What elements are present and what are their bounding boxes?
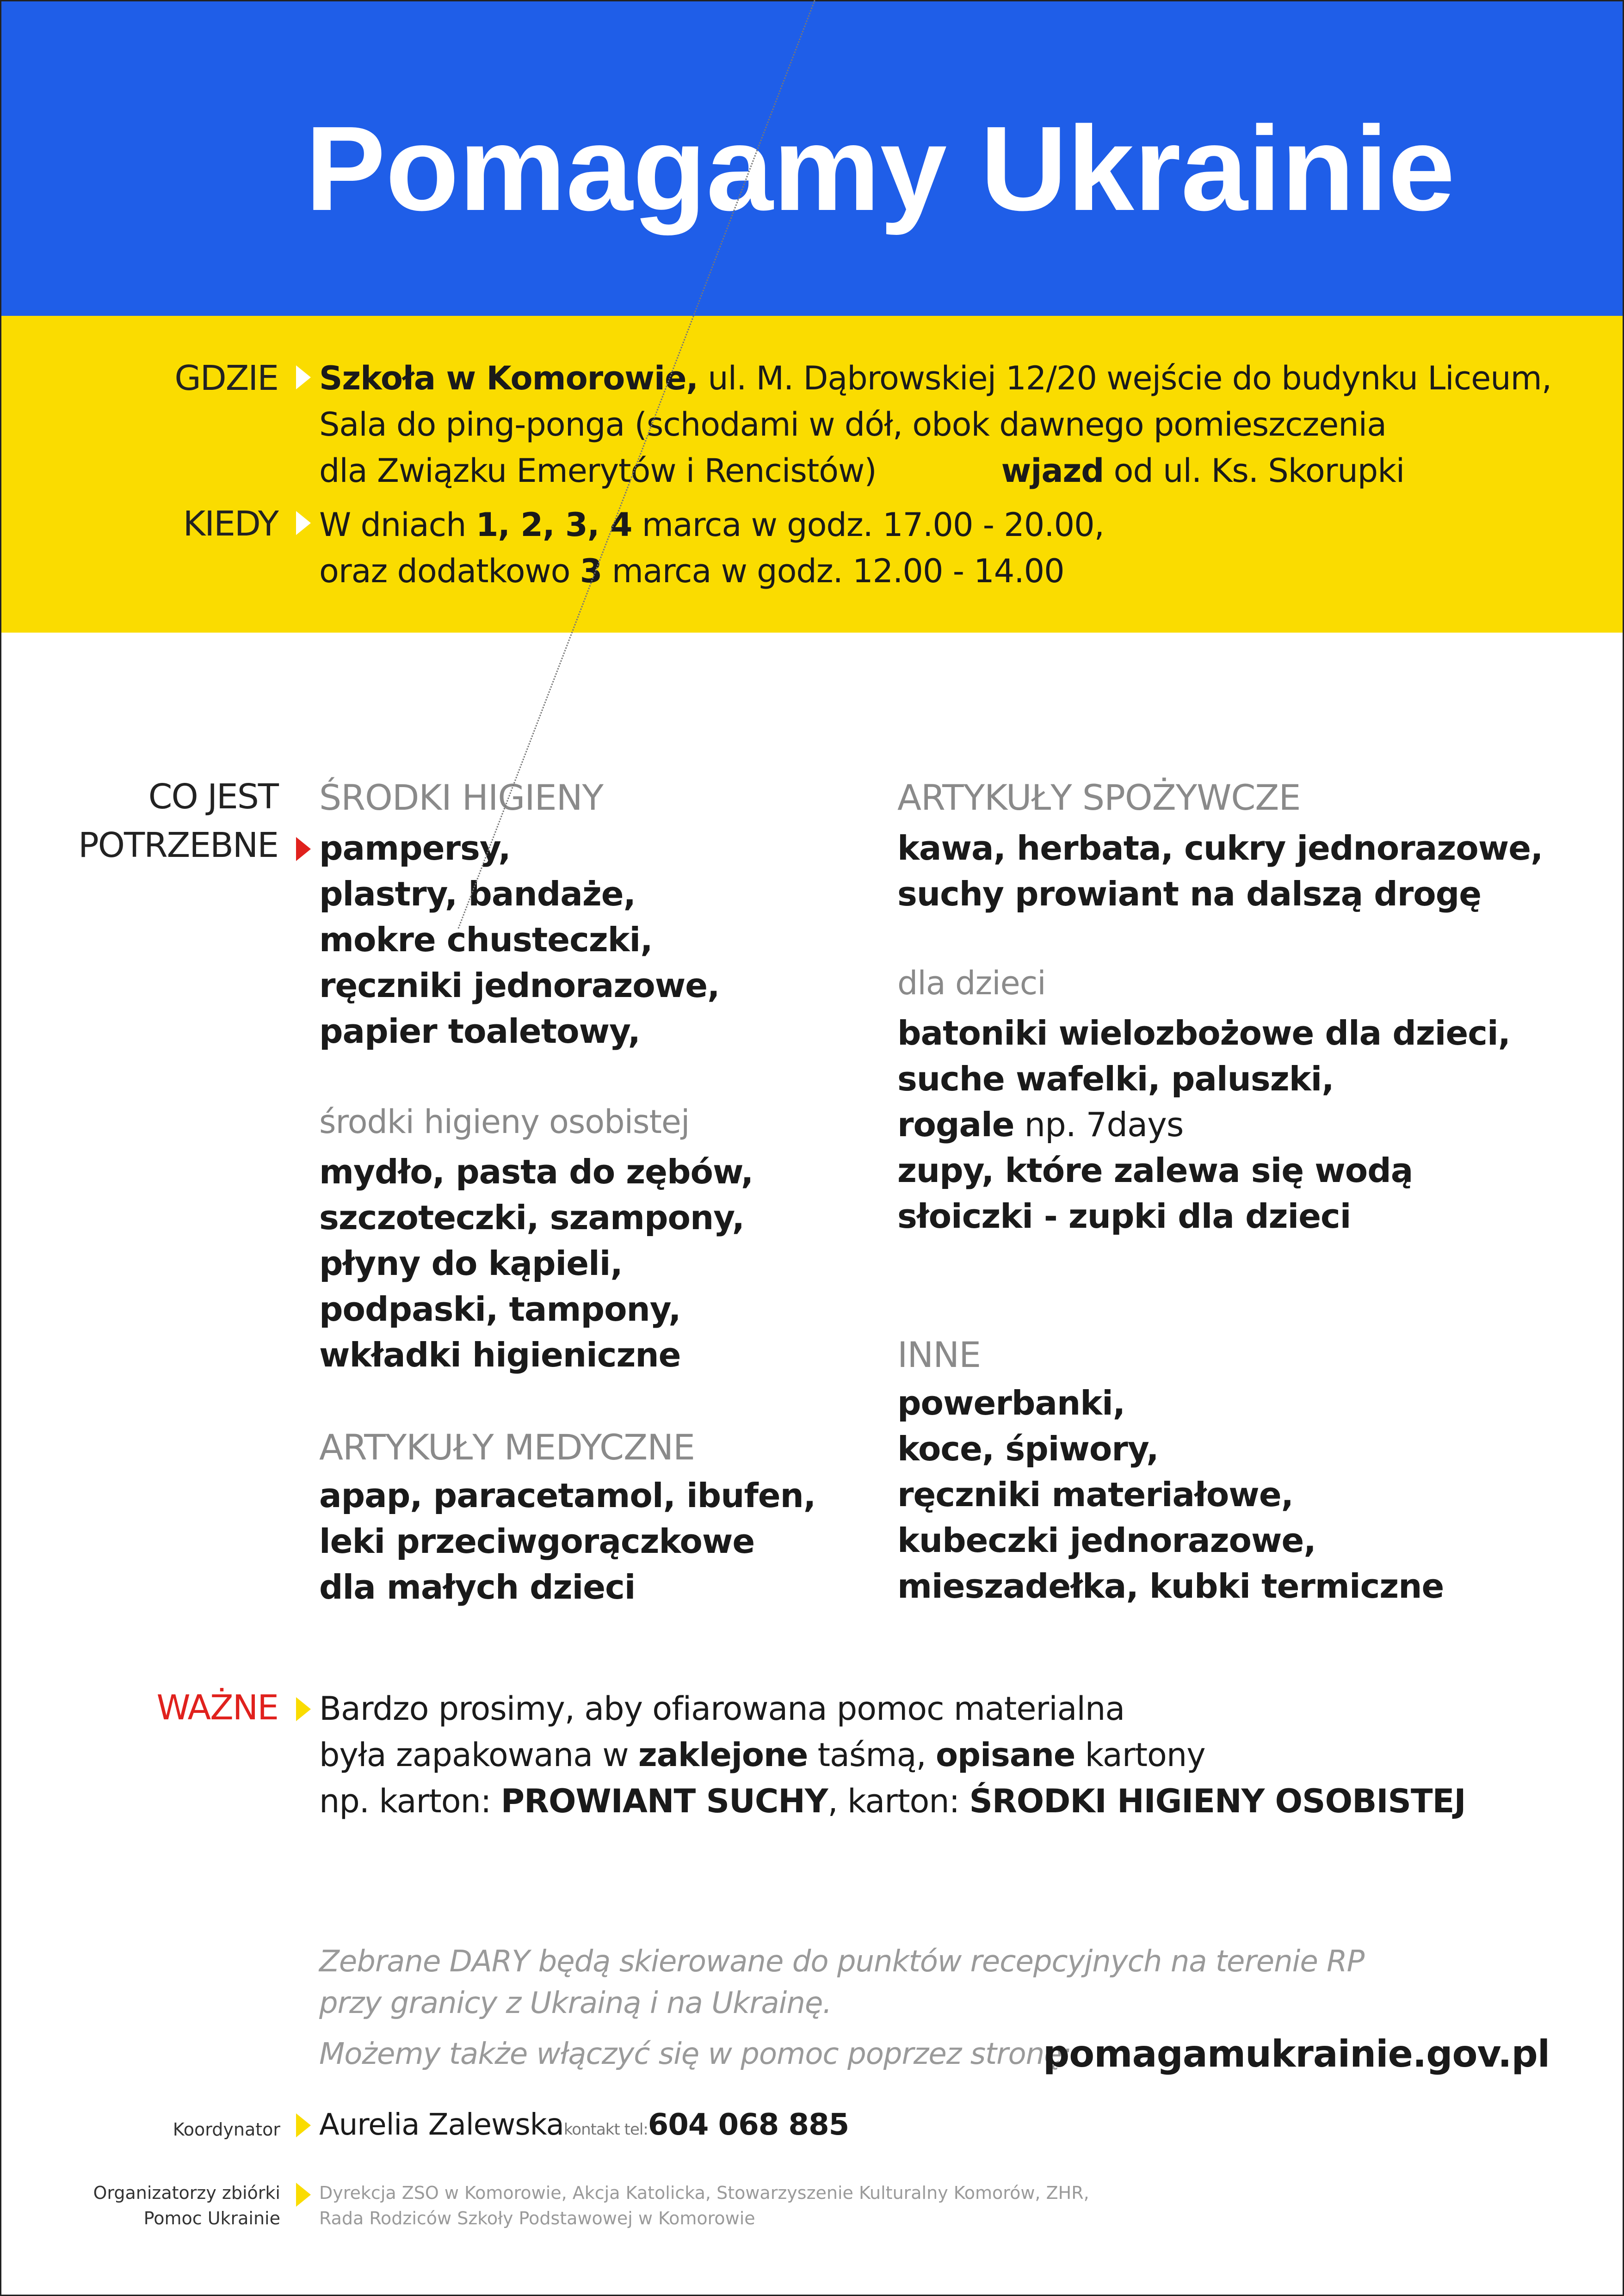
list-item: kawa, herbata, cukry jednorazowe, bbox=[897, 829, 1543, 868]
organizers-line-2: Rada Rodziców Szkoły Podstawowej w Komorowie bbox=[319, 2208, 755, 2228]
where-line-3: dla Związku Emerytów i Rencistów) wjazd od ul. Ks. Skorupki bbox=[319, 452, 1405, 490]
list-item: płyny do kąpieli, bbox=[319, 1244, 623, 1283]
important-arrow-icon bbox=[296, 1697, 311, 1721]
list-item: wkładki higieniczne bbox=[319, 1336, 681, 1374]
list-item: pampersy, bbox=[319, 829, 511, 868]
where-line-1: Szkoła w Komorowie, ul. M. Dąbrowskiej 12/20 wejście do budynku Liceum, bbox=[319, 359, 1552, 397]
list-item: mydło, pasta do zębów, bbox=[319, 1152, 753, 1191]
donations-note-2: przy granicy z Ukrainą i na Ukrainę. bbox=[319, 1986, 832, 2020]
medical-list bbox=[319, 1473, 815, 1610]
personal-hygiene-heading: środki higieny osobistej bbox=[319, 1103, 690, 1141]
list-item: mokre chusteczki, bbox=[319, 920, 653, 959]
list-item: rogale np. 7days bbox=[897, 1105, 1184, 1144]
important-line-3: np. karton: PROWIANT SUCHY, karton: ŚRODKI HIGIENY OSOBISTEJ bbox=[319, 1782, 1466, 1820]
organizers-label-2: Pomoc Ukrainie bbox=[143, 2208, 280, 2228]
when-line-2: oraz dodatkowo 3 marca w godz. 12.00 - 14.00 bbox=[319, 552, 1064, 590]
list-item: suchy prowiant na dalszą drogę bbox=[897, 874, 1482, 913]
where-arrow-icon bbox=[296, 365, 311, 389]
hygiene-list bbox=[319, 825, 719, 1054]
needed-label-2: POTRZEBNE bbox=[78, 825, 278, 865]
list-item: ręczniki jednorazowe, bbox=[319, 966, 720, 1005]
needed-arrow-icon bbox=[296, 837, 311, 861]
website-link[interactable]: pomagamukrainie.gov.pl bbox=[1043, 2032, 1550, 2075]
list-item: zupy, które zalewa się wodą bbox=[897, 1151, 1413, 1190]
where-label: GDZIE bbox=[174, 358, 278, 398]
list-item: powerbanki, bbox=[897, 1384, 1125, 1422]
list-item: dla małych dzieci bbox=[319, 1568, 636, 1607]
donations-note-1: Zebrane DARY będą skierowane do punktów recepcyjnych na terenie RP bbox=[319, 1945, 1365, 1979]
list-item: plastry, bandaże, bbox=[319, 874, 636, 913]
coordinator-label: Koordynator bbox=[173, 2119, 280, 2140]
important-label: WAŻNE bbox=[156, 1688, 278, 1728]
list-item: ręczniki materiałowe, bbox=[897, 1475, 1294, 1514]
other-list bbox=[897, 1380, 1444, 1609]
poster-title: Pomagamy Ukrainie bbox=[305, 102, 1455, 236]
other-heading: INNE bbox=[897, 1334, 981, 1375]
important-line-1: Bardzo prosimy, aby ofiarowana pomoc materialna bbox=[319, 1690, 1125, 1728]
kids-heading: dla dzieci bbox=[897, 964, 1046, 1002]
list-item: koce, śpiwory, bbox=[897, 1429, 1159, 1468]
medical-heading: ARTYKUŁY MEDYCZNE bbox=[319, 1427, 695, 1468]
important-line-2: była zapakowana w zaklejone taśmą, opisane kartony bbox=[319, 1736, 1205, 1774]
list-item: leki przeciwgorączkowe bbox=[319, 1522, 755, 1561]
food-list bbox=[897, 825, 1543, 917]
when-line-1: W dniach 1, 2, 3, 4 marca w godz. 17.00 - 20.00, bbox=[319, 506, 1104, 544]
list-item: szczoteczki, szampony, bbox=[319, 1198, 744, 1237]
personal-hygiene-list bbox=[319, 1149, 753, 1378]
organizers-line-1: Dyrekcja ZSO w Komorowie, Akcja Katolicka, Stowarzyszenie Kulturalny Komorów, ZHR, bbox=[319, 2183, 1089, 2203]
coordinator-arrow-icon bbox=[296, 2113, 311, 2137]
organizers-label-1: Organizatorzy zbiórki bbox=[93, 2183, 280, 2203]
kids-list bbox=[897, 1010, 1510, 1239]
hygiene-heading: ŚRODKI HIGIENY bbox=[319, 777, 603, 818]
list-item: słoiczki - zupki dla dzieci bbox=[897, 1197, 1351, 1236]
list-item: podpaski, tampony, bbox=[319, 1290, 681, 1329]
food-heading: ARTYKUŁY SPOŻYWCZE bbox=[897, 777, 1301, 818]
list-item: kubeczki jednorazowe, bbox=[897, 1521, 1316, 1560]
when-arrow-icon bbox=[296, 511, 311, 535]
organizers-arrow-icon bbox=[296, 2183, 311, 2207]
needed-label-1: CO JEST bbox=[148, 777, 278, 817]
when-label: KIEDY bbox=[183, 504, 278, 544]
website-note: Możemy także włączyć się w pomoc poprzez stronę: bbox=[319, 2037, 1072, 2071]
list-item: mieszadełka, kubki termiczne bbox=[897, 1567, 1444, 1606]
list-item: batoniki wielozbożowe dla dzieci, bbox=[897, 1014, 1510, 1053]
list-item: papier toaletowy, bbox=[319, 1012, 640, 1051]
list-item: apap, paracetamol, ibufen, bbox=[319, 1476, 816, 1515]
list-item: suche wafelki, paluszki, bbox=[897, 1059, 1334, 1098]
where-line-2: Sala do ping-ponga (schodami w dół, obok dawnego pomieszczenia bbox=[319, 406, 1386, 443]
coordinator-line: Aurelia Zalewskakontakt tel:604 068 885 bbox=[319, 2108, 849, 2142]
